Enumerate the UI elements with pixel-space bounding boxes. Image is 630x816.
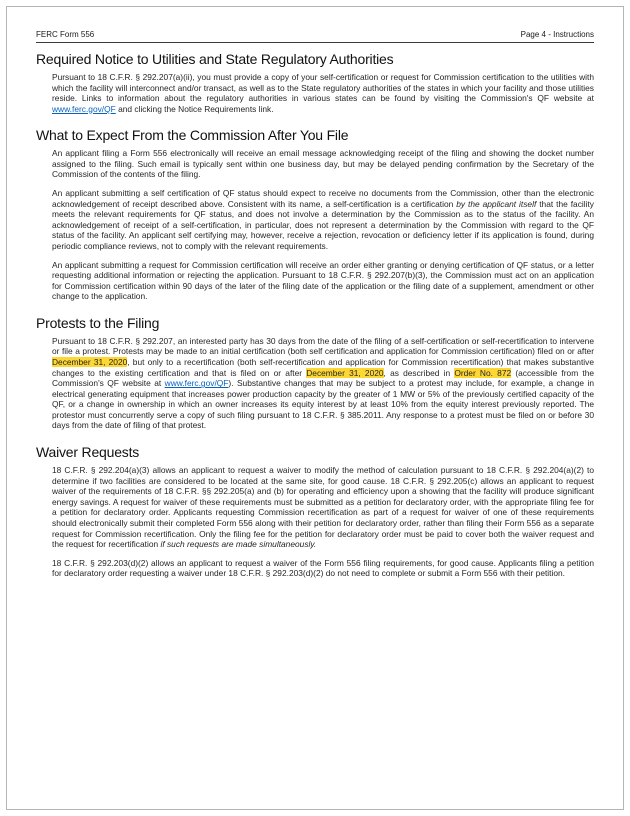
paragraph: An applicant filing a Form 556 electronically will receive an email message acknowledging receipt of the filing and showing the docket number assigned to the filing. Such email is typically sent within one business day, but may be delayed pending confirmation by the Secretary of the Commission of the contents of the filing.: [52, 148, 594, 180]
section-what-to-expect: [36, 127, 594, 302]
page-number-label: Page 4 - Instructions: [520, 30, 594, 39]
paragraph: 18 C.F.R. § 292.204(a)(3) allows an applicant to request a waiver to modify the method of calculation pursuant to 18 C.F.R. § 292.204(a)(2) to determine if two facilities are considered to be located at the same site, for good cause. 18 C.F.R. § 292.205(c) allows an applicant to request waiver of the requirements of 18 C.F.R. §§ 292.205(a) and (b) for operating and efficiency upon a showing that the facility will produce significant energy savings. A request for waiver of these requirements must be submitted as a petition for declaratory order, with the appropriate filing fee for a petition for declaratory order. Applicants requesting Commission recertification as part of a request for waiver of one of these requirements should electronically submit their completed Form 556 along with their petition for declaratory order, rather than filing their Form 556 as a separate request for Commission recertification. Only the filing fee for the petition for declaratory order must be paid to cover both the waiver request and the request for recertification if such requests are made simultaneously.: [52, 465, 594, 550]
hyperlink[interactable]: www.ferc.gov/QF: [164, 378, 229, 389]
highlighted-text: December 31, 2020: [52, 356, 128, 367]
section-waiver-requests: [36, 444, 594, 579]
paragraph: An applicant submitting a request for Commission certification will receive an order either granting or denying certification of QF status, or a letter requesting additional information or rejecting the application. Pursuant to 18 C.F.R. § 292.207(b)(3), the Commission must act on an application for Commission certification within 90 days of the later of the filing date of the application or the filing date of a supplement, amendment or other change to the application.: [52, 259, 594, 302]
document-header: [36, 30, 594, 43]
form-number-label: FERC Form 556: [36, 30, 95, 39]
highlighted-text: Order No. 872: [454, 367, 512, 378]
section-required-notice: [36, 51, 594, 114]
paragraph: Pursuant to 18 C.F.R. § 292.207(a)(ii), you must provide a copy of your self-certification or request for Commission certification to the utilities with which the facility will interconnect and/or transact, as well as to the State regulatory authorities of the states in which your facility and those utilities reside. Links to information about the regulatory authorities in various states can be found by visiting the Commission's QF website at www.ferc.gov/QF and clicking the Notice Requirements link.: [52, 72, 594, 114]
section-heading-waiver-requests: Waiver Requests: [36, 444, 140, 461]
highlighted-text: December 31, 2020: [306, 367, 384, 378]
hyperlink[interactable]: www.ferc.gov/QF: [52, 103, 116, 114]
section-protests: [36, 315, 594, 431]
paragraph: Pursuant to 18 C.F.R. § 292.207, an interested party has 30 days from the date of the filing of a self-certification or self-recertification to intervene or file a protest. Protests may be made to an initial certification (both self certification and application for Commission certification) filed on or after December 31, 2020, but only to a recertification (both self-recertification and application for Commission recertification) that makes substantive changes to the existing certification and that is filed on or after December 31, 2020, as described in Order No. 872 (accessible from the Commission's QF website at www.ferc.gov/QF). Substantive changes that may be subject to a protest may include, for example, a change in electrical generating equipment that increases power production capacity by the greater of 1 MW or 5% of the previously certified capacity of the QF, or a change in ownership in which an owner increases its equity interest by at least 10% from the equity interest previously reported. The protestor must concurrently serve a copy of such filing pursuant to 18 C.F.R. § 385.2011. Any response to a protest must be filed on or before 30 days from the date of filing of that protest.: [52, 335, 595, 431]
paragraph: An applicant submitting a self certification of QF status should expect to receive no documents from the Commission, other than the electronic acknowledgement of receipt described above. Consistent with its name, a self-certification is a certification by the applicant itself that the facility meets the relevant requirements for QF status, and does not involve a determination by the Commission as to the status of the facility. An acknowledgement of receipt of a self-certification, in particular, does not represent a determination by the Commission with regard to the QF status of the facility. An applicant self certifying may, however, receive a rejection, revocation or deficiency letter if its application is found, during periodic compliance reviews, not to comply with the relevant requirements.: [52, 188, 594, 251]
paragraph: 18 C.F.R. § 292.203(d)(2) allows an applicant to request a waiver of the Form 556 filing requirements, for good cause. Applicants filing a petition for declaratory order requesting a waiver under 18 C.F.R. § 292.203(d)(2) do not need to complete or submit a Form 556 with their petition.: [52, 557, 594, 579]
italic-text: by the applicant itself: [456, 198, 537, 209]
section-heading-what-to-expect: What to Expect From the Commission After You File: [36, 127, 349, 144]
section-heading-protests: Protests to the Filing: [36, 314, 160, 331]
italic-text: if such requests are made simultaneously.: [160, 539, 317, 550]
section-heading-required-notice: Required Notice to Utilities and State Regulatory Authorities: [36, 51, 394, 67]
